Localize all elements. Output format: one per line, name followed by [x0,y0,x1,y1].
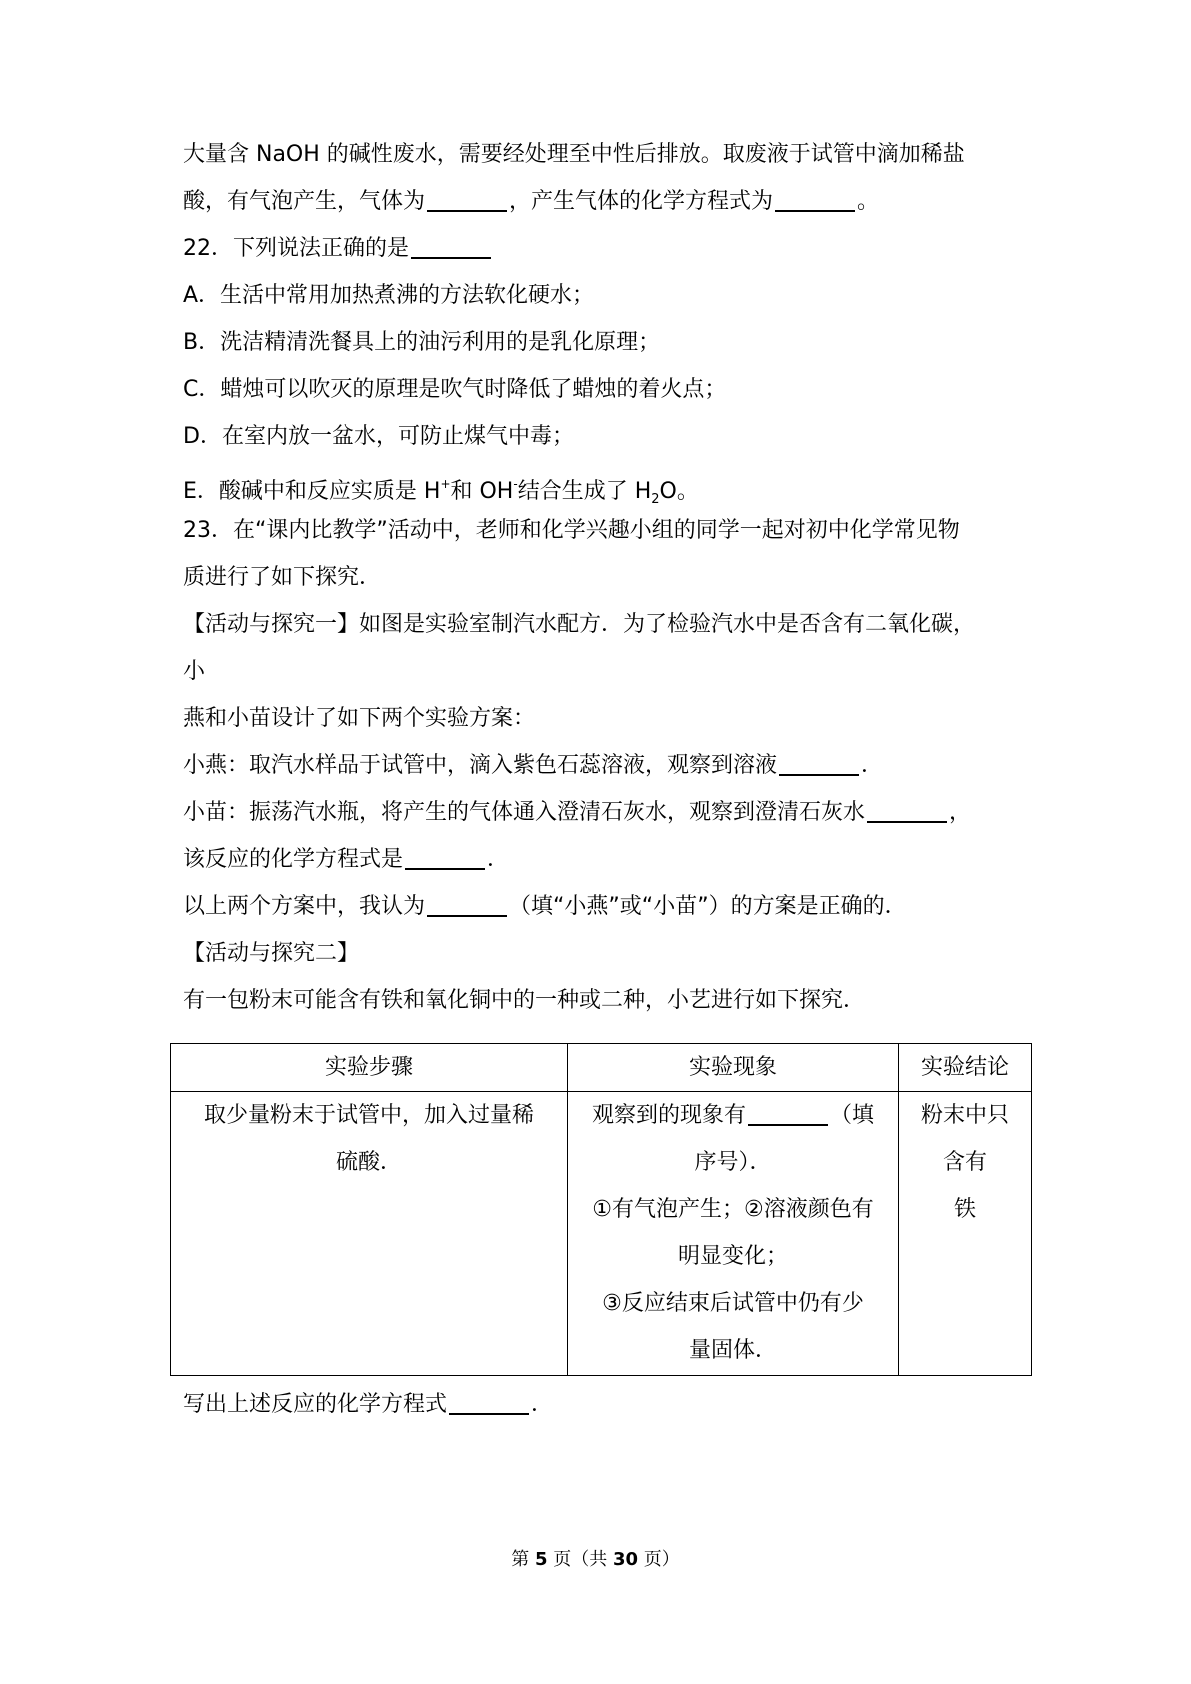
footer-text: 第 [511,1549,535,1570]
answer-blank [427,188,507,212]
cell-line: 粉末中只 [920,1103,1009,1128]
activity-2-heading: 【活动与探究二】 [183,941,360,966]
option-b: B．洗洁精清洗餐具上的油污利用的是乳化原理； [183,330,661,355]
answer-blank [427,893,507,917]
option-a: A．生活中常用加热煮沸的方法软化硬水； [183,283,595,308]
cell-line: 取少量粉末于试管中，加入过量稀 [203,1103,534,1128]
cell-line: 序号）． [694,1150,772,1175]
cell-line: ①有气泡产生；②溶液颜色有 [592,1197,874,1222]
question-text: 22．下列说法正确的是 [183,236,409,261]
page-number: 5 [534,1549,548,1570]
option-e [183,469,699,515]
text: （填 [830,1103,875,1128]
cell-line: 铁 [953,1197,976,1222]
phenomenon-cell [568,1092,899,1376]
conclusion-cell [899,1092,1032,1376]
cell-line: 量固体． [688,1338,777,1363]
text: ． [531,1392,554,1417]
text: ． [861,753,884,778]
paragraph-line [183,892,907,922]
total-pages: 30 [612,1549,639,1570]
text: 小苗：振荡汽水瓶，将产生的气体通入澄清石灰水，观察到澄清石灰水 [183,800,866,825]
paragraph-line: 小 [183,659,206,684]
option-d: D．在室内放一盆水，可防止煤气中毒； [183,424,574,449]
table-header-cell: 实验现象 [568,1044,899,1092]
plan-xiaomiao [183,798,971,828]
text: 该反应的化学方程式是 [183,847,404,872]
option-c: C．蜡烛可以吹灭的原理是吹气时降低了蜡烛的着火点； [183,377,727,402]
answer-blank [779,752,859,776]
text: O。 [659,479,699,504]
experiment-table [170,1043,1032,1376]
paragraph-line: 燕和小苗设计了如下两个实验方案： [183,706,536,731]
text: ，产生气体的化学方程式为 [509,189,774,214]
text: E．酸碱中和反应实质是 H [183,479,441,504]
text: （填“小燕”或“小苗”）的方案是正确的． [509,894,907,919]
text: 小燕：取汽水样品于试管中，滴入紫色石蕊溶液，观察到溶液 [183,753,778,778]
question-23: 23．在“课内比教学”活动中，老师和化学兴趣小组的同学一起对初中化学常见物 [183,518,960,543]
superscript: + [440,477,451,491]
answer-blank [748,1102,828,1126]
text: ， [949,800,972,825]
cell-line: 硫酸． [335,1150,402,1175]
paragraph-line [183,187,879,217]
table-header-cell: 实验步骤 [171,1044,568,1092]
paragraph-line [183,1390,553,1420]
text: 写出上述反应的化学方程式 [183,1392,448,1417]
answer-blank [405,846,485,870]
table-header-cell: 实验结论 [899,1044,1032,1092]
activity-1-heading: 【活动与探究一】如图是实验室制汽水配方．为了检验汽水中是否含有二氧化碳， [183,612,976,637]
text: 结合生成了 H [517,479,652,504]
cell-line: ③反应结束后试管中仍有少 [602,1291,864,1316]
answer-blank [775,188,855,212]
text: 。 [857,189,880,214]
table-header-row [171,1044,1032,1092]
superscript: - [513,477,518,491]
text: 酸，有气泡产生，气体为 [183,189,426,214]
subscript: 2 [651,492,660,507]
text: 和 OH [450,479,514,504]
paragraph-line: 大量含 NaOH 的碱性废水，需要经处理至中性后排放。取废液于试管中滴加稀盐 [183,142,965,167]
answer-blank [449,1391,529,1415]
footer-text: 页） [638,1549,680,1570]
cell-line: 明显变化； [677,1244,788,1269]
paragraph-line [183,845,509,875]
answer-blank [867,799,947,823]
text: 观察到的现象有 [591,1103,746,1128]
answer-blank [411,235,491,259]
plan-xiaoyan [183,751,883,781]
text: ． [487,847,510,872]
paragraph-line: 质进行了如下探究． [183,565,382,590]
step-cell [171,1092,568,1376]
paragraph-line: 有一包粉末可能含有铁和氧化铜中的一种或二种，小艺进行如下探究． [183,988,866,1013]
page-footer [0,1548,1191,1572]
footer-text: 页（共 [547,1549,613,1570]
cell-line: 含有 [942,1150,987,1175]
question-22 [183,234,493,264]
cell-line [578,1092,888,1139]
table-row [171,1092,1032,1376]
text: 以上两个方案中，我认为 [183,894,426,919]
